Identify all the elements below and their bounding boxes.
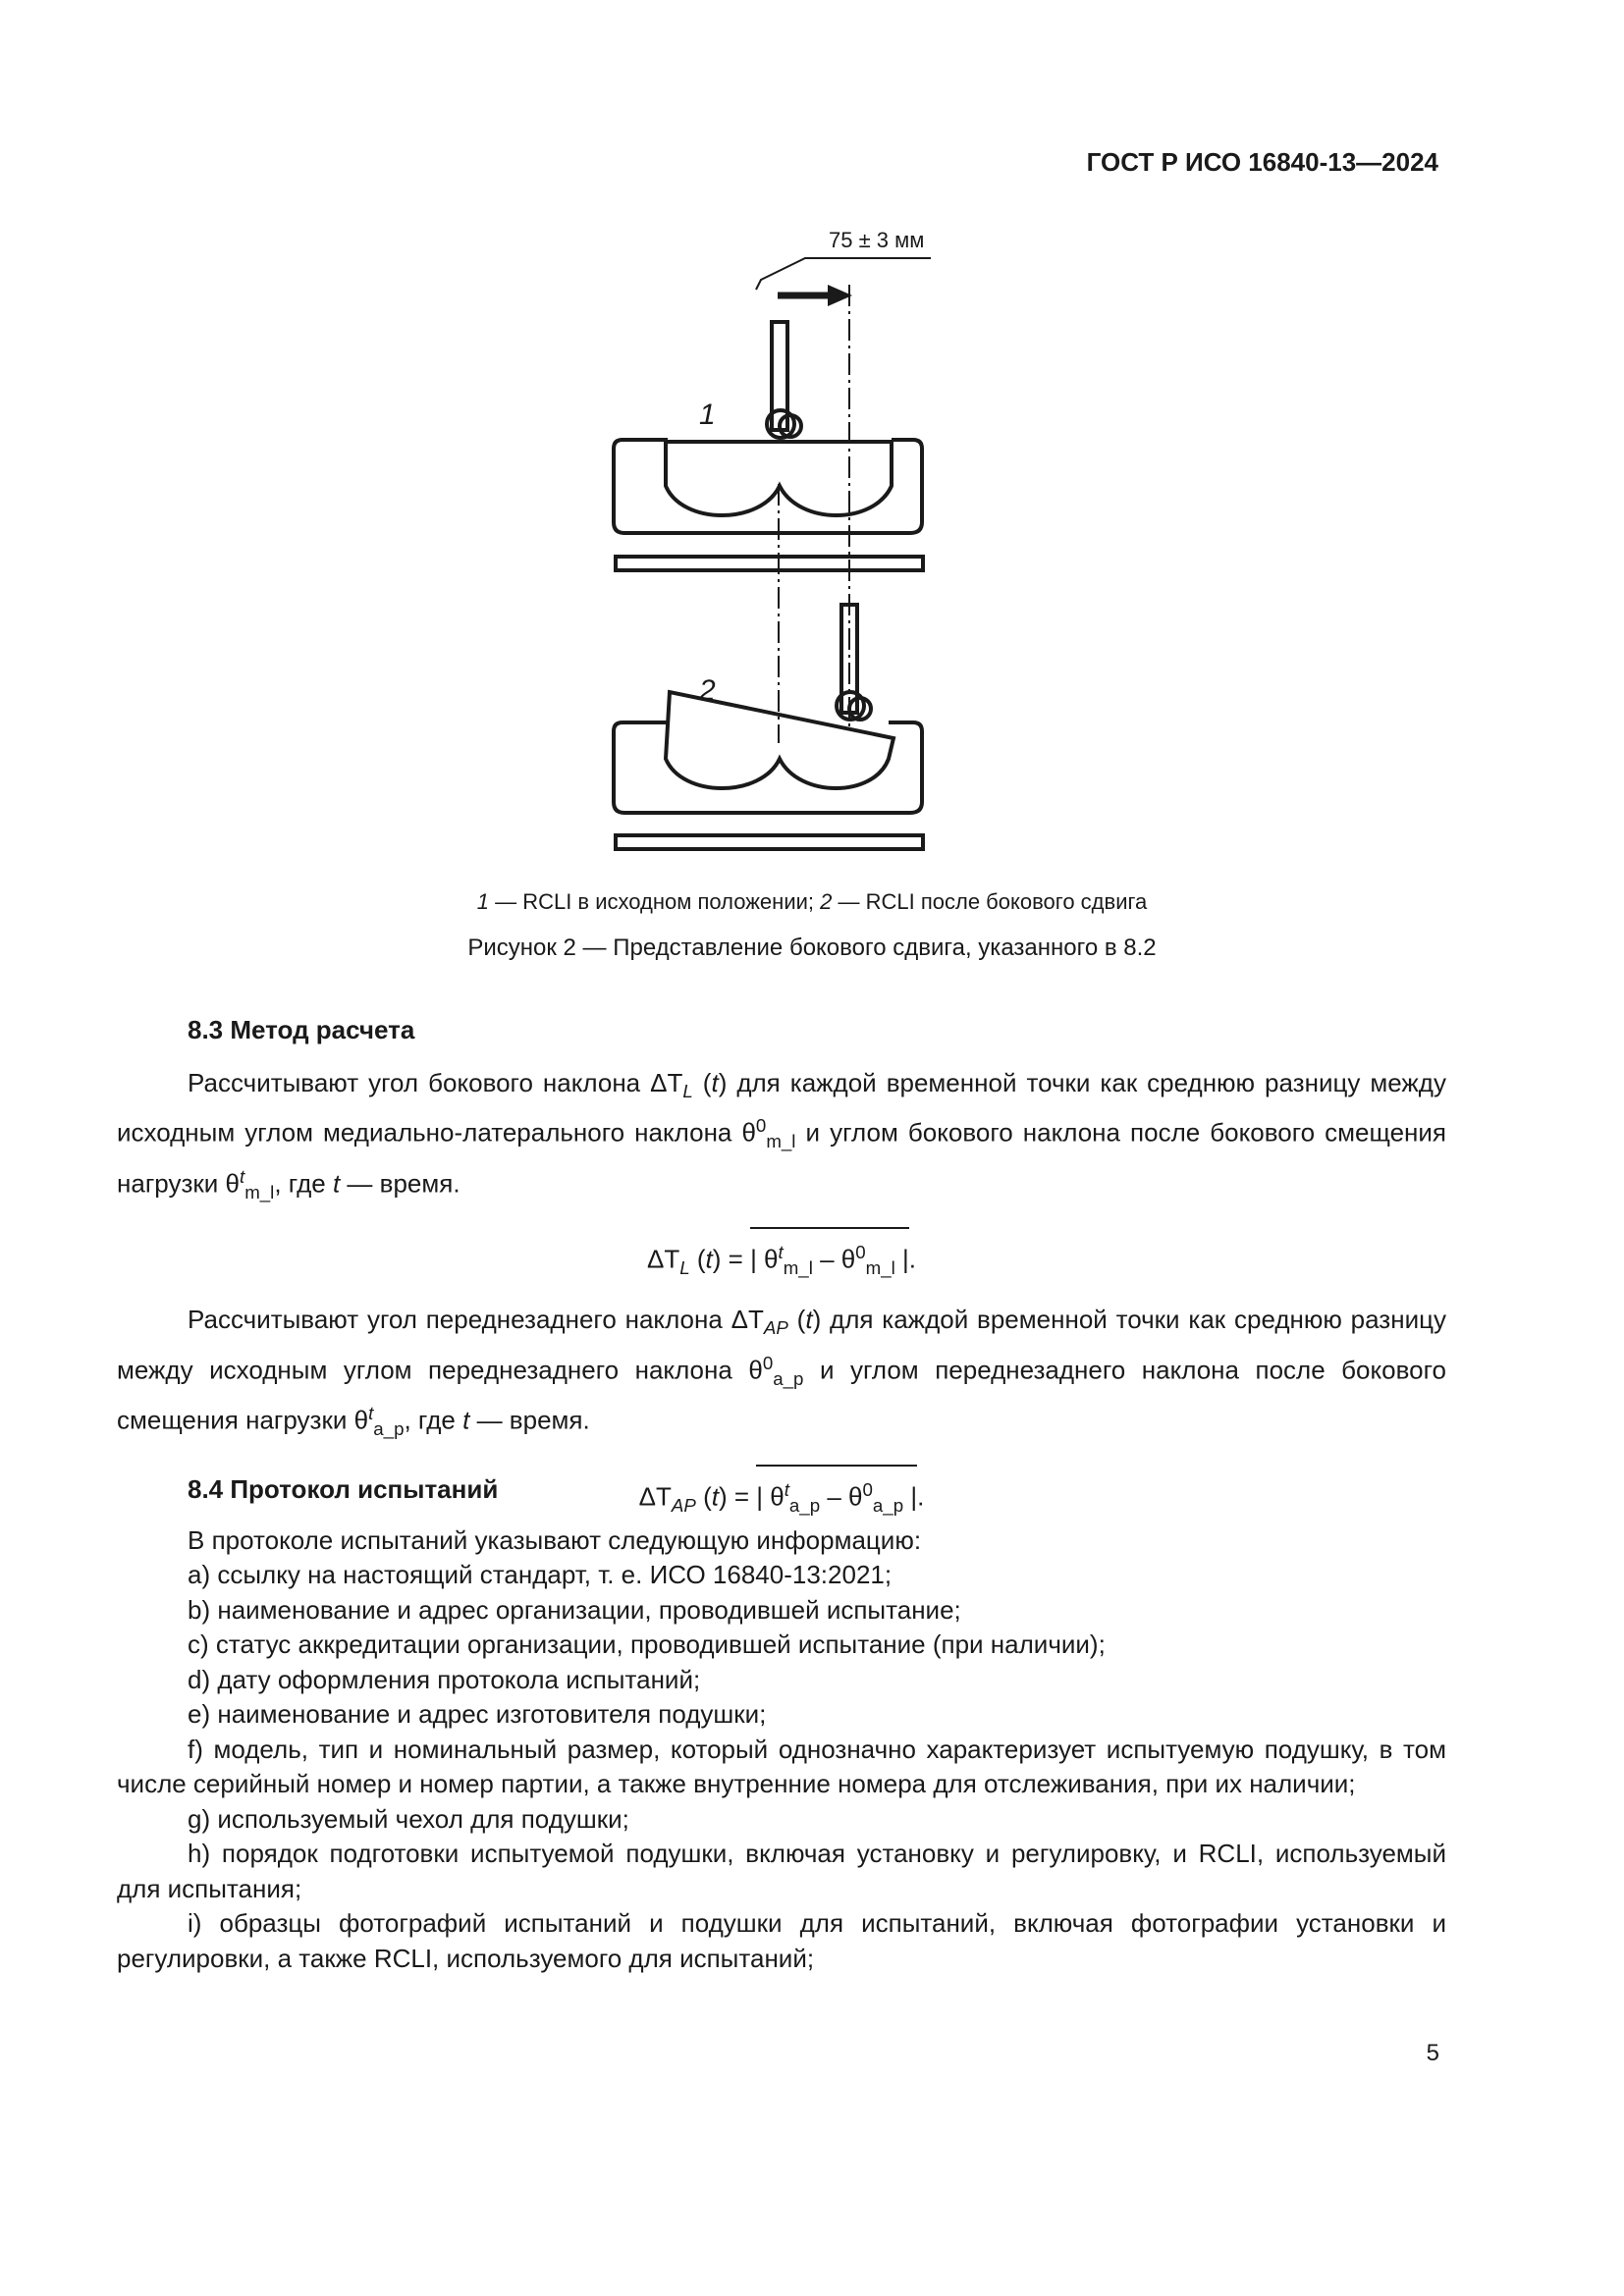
platform-1 xyxy=(616,557,923,570)
dimension-leader xyxy=(756,258,931,290)
figure-label-1: 1 xyxy=(699,399,716,431)
figure-diagram xyxy=(589,221,962,869)
dimension-label: 75 ± 3 мм xyxy=(829,228,925,252)
list-item-f: f) модель, тип и номинальный размер, который однозначно характеризует испытуемую подушку, в том числе серийный номер и номер партии, а также внутренние номера для отслеживания, при их наличии; xyxy=(117,1734,1446,1798)
list-item-h: h) порядок подготовки испытуемой подушки, включая установку и регулировку, и RCLI, используемый для испытания; xyxy=(117,1839,1446,1903)
list-item-a: a) ссылку на настоящий стандарт, т. е. ИСО 16840-13:2021; xyxy=(188,1560,893,1589)
list-item-e: e) наименование и адрес изготовителя подушки; xyxy=(188,1699,767,1729)
formula-delta-tap: $\Delta T_{AP}$ (t) = | $\theta^t_{a\_p} - \theta^0_{a\_p}$ |. xyxy=(117,1465,1446,1522)
list-item-i: i) образцы фотографий испытаний и подушки для испытаний, включая фотографии установки и регулировки, а также RCLI, используемого для испытаний; xyxy=(117,1908,1446,1973)
paragraph-8-4-intro: В протоколе испытаний указывают следующую информацию: xyxy=(188,1524,922,1555)
list-item-b: b) наименование и адрес организации, проводившей испытание; xyxy=(188,1594,961,1625)
figure-caption: Рисунок 2 — Представление бокового сдвига, указанного в 8.2 xyxy=(467,934,1157,961)
formula-delta-tl: $\Delta T_L$ (t) = | $\theta^t_{m\_l} - \theta^0_{m\_l}$ |. xyxy=(117,1227,1446,1285)
figure-lateral-shift xyxy=(589,221,962,869)
section-heading-8-4: 8.4 Протокол испытаний xyxy=(188,1474,499,1504)
section-8-4 xyxy=(117,1472,1446,1976)
paragraph-8-3-1: Рассчитывают угол бокового наклона $\Delta T_L$ (t) для каждой временной точки как среднюю разницу между исходным углом медиально-латерального наклона $\theta^0_{m\_l}$ и углом бокового наклона после бокового смещения нагрузки $\theta^t_{m\_l}$, где t — время. xyxy=(117,1067,1447,1202)
document-header: ГОСТ Р ИСО 16840-13—2024 xyxy=(1086,147,1438,177)
paragraph-8-3-2: Рассчитывают угол переднезаднего наклона $\Delta T_{AP}$ (t) для каждой временной точки как среднюю разницу между исходным углом переднезаднего наклона $\theta^0_{a\_p}$ и углом переднезаднего наклона после бокового смещения нагрузки $\theta^t_{a\_p}$, где t — время. xyxy=(117,1305,1446,1440)
figure-label-2: 2 xyxy=(699,674,716,707)
section-8-3 xyxy=(117,1013,1446,1522)
section-heading-8-3: 8.3 Метод расчета xyxy=(188,1015,415,1044)
figure-legend: 1 — RCLI в исходном положении; 2 — RCLI после бокового сдвига xyxy=(476,889,1148,914)
platform-2 xyxy=(616,835,923,849)
cushion-base-2-lower xyxy=(614,761,922,813)
cushion-base-1-upper xyxy=(614,440,922,481)
list-item-c: c) статус аккредитации организации, проводившей испытание (при наличии); xyxy=(188,1629,1106,1659)
cushion-base-2-upper xyxy=(614,722,922,761)
page-number: 5 xyxy=(1426,2040,1439,2066)
list-item-d: d) дату оформления протокола испытаний; xyxy=(188,1664,701,1694)
list-item-g: g) используемый чехол для подушки; xyxy=(188,1803,629,1834)
cushion-base-1-lower xyxy=(614,481,922,533)
